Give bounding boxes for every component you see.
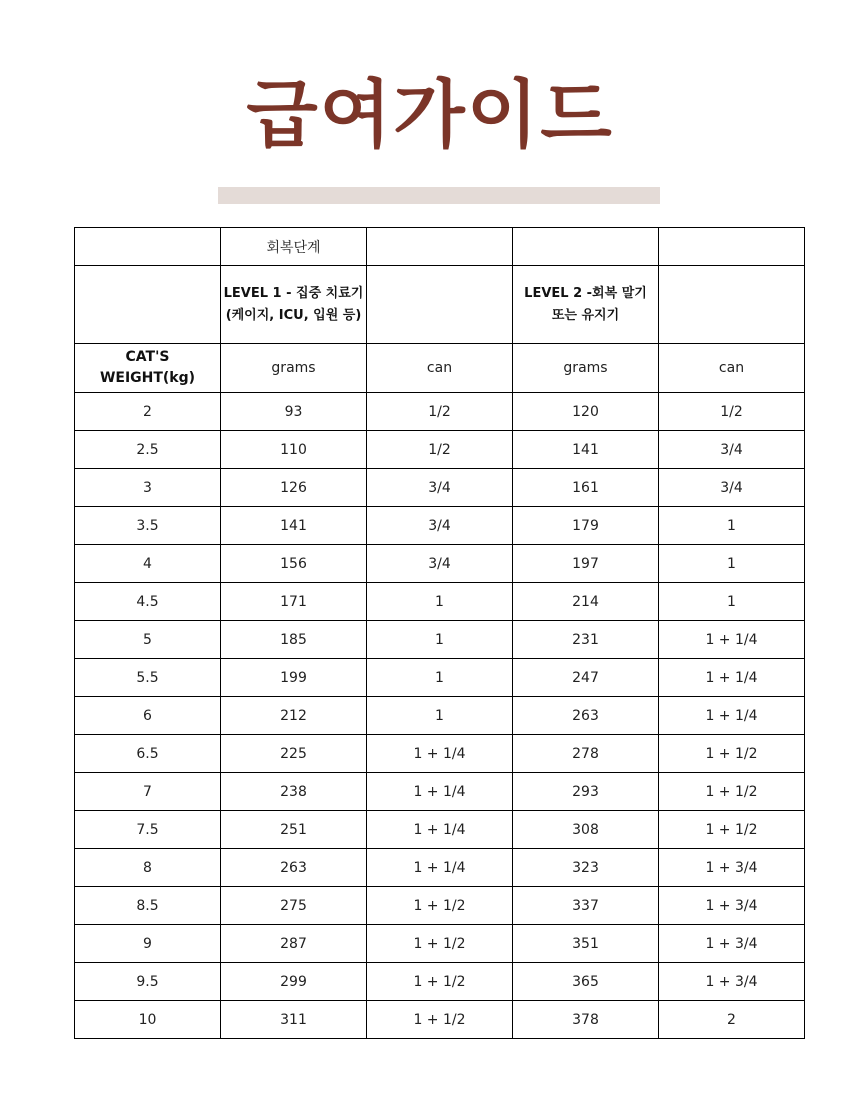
level2-can-cell: 1 + 1/4 [659, 697, 805, 735]
level1-can-cell: 1 + 1/4 [367, 811, 513, 849]
weight-cell: 2 [75, 393, 221, 431]
table-row [75, 583, 805, 621]
weight-cell: 8 [75, 849, 221, 887]
level2-line2: 또는 유지기 [551, 307, 620, 323]
level2-can-cell: 1 + 3/4 [659, 963, 805, 1001]
level1-can-cell: 1 + 1/2 [367, 1001, 513, 1039]
weight-cell: 2.5 [75, 431, 221, 469]
level2-can-cell: 3/4 [659, 431, 805, 469]
level1-can-cell: 1 + 1/4 [367, 849, 513, 887]
level1-grams-cell: 311 [221, 1001, 367, 1039]
level1-grams-cell: 141 [221, 507, 367, 545]
level2-grams-cell: 323 [513, 849, 659, 887]
level2-grams-cell: 293 [513, 773, 659, 811]
level1-can-cell: 1 + 1/4 [367, 773, 513, 811]
level2-can-cell: 1 + 3/4 [659, 849, 805, 887]
weight-cell: 8.5 [75, 887, 221, 925]
level1-grams-cell: 212 [221, 697, 367, 735]
level1-grams-cell: 287 [221, 925, 367, 963]
level2-can-cell: 1 + 3/4 [659, 925, 805, 963]
level2-grams-cell: 337 [513, 887, 659, 925]
level1-grams-cell: 93 [221, 393, 367, 431]
level2-header [513, 266, 659, 344]
level2-grams-cell: 278 [513, 735, 659, 773]
weight-cell: 5 [75, 621, 221, 659]
level1-can-cell: 1 [367, 697, 513, 735]
level2-grams-cell: 247 [513, 659, 659, 697]
level1-grams-cell: 156 [221, 545, 367, 583]
level1-can-cell: 1/2 [367, 393, 513, 431]
level2-can-header: can [659, 344, 805, 393]
level1-can-cell: 1 + 1/4 [367, 735, 513, 773]
level2-grams-cell: 197 [513, 545, 659, 583]
table-row [75, 773, 805, 811]
page-title: 급여가이드 [246, 72, 614, 158]
level1-can-cell: 1 + 1/2 [367, 925, 513, 963]
level2-can-cell: 1 [659, 545, 805, 583]
level2-can-cell: 1 + 1/2 [659, 735, 805, 773]
level2-can-cell: 1 + 1/4 [659, 621, 805, 659]
empty-header-cell [659, 266, 805, 344]
table-row [75, 659, 805, 697]
level1-header [221, 266, 367, 344]
feeding-guide-table [74, 227, 805, 1039]
level2-can-cell: 1 [659, 507, 805, 545]
level2-grams-cell: 308 [513, 811, 659, 849]
level1-grams-cell: 126 [221, 469, 367, 507]
empty-header-cell [75, 228, 221, 266]
level-header-row [75, 266, 805, 344]
level2-grams-cell: 365 [513, 963, 659, 1001]
table-row [75, 849, 805, 887]
level1-line2: (케이지, ICU, 입원 등) [225, 307, 362, 323]
empty-header-cell [659, 228, 805, 266]
table-row [75, 735, 805, 773]
weight-cell: 4.5 [75, 583, 221, 621]
level1-can-cell: 1 + 1/2 [367, 963, 513, 1001]
level2-can-cell: 1 + 3/4 [659, 887, 805, 925]
recovery-stage-header: 회복단계 [221, 228, 367, 266]
level2-grams-cell: 263 [513, 697, 659, 735]
level1-can-cell: 1 + 1/2 [367, 887, 513, 925]
table-row [75, 697, 805, 735]
level1-can-header: can [367, 344, 513, 393]
weight-cell: 9 [75, 925, 221, 963]
level1-grams-cell: 185 [221, 621, 367, 659]
level1-grams-cell: 225 [221, 735, 367, 773]
level2-can-cell: 1 [659, 583, 805, 621]
level1-grams-header: grams [221, 344, 367, 393]
weight-cell: 6 [75, 697, 221, 735]
level2-grams-cell: 141 [513, 431, 659, 469]
level1-line1: LEVEL 1 - 집중 치료기 [223, 285, 364, 301]
level1-grams-cell: 275 [221, 887, 367, 925]
cat-weight-header [75, 344, 221, 393]
weight-cell: 3.5 [75, 507, 221, 545]
table-row [75, 545, 805, 583]
unit-header-row [75, 344, 805, 393]
level1-grams-cell: 110 [221, 431, 367, 469]
level1-can-cell: 1 [367, 659, 513, 697]
table-row [75, 1001, 805, 1039]
level2-grams-cell: 120 [513, 393, 659, 431]
level2-can-cell: 1/2 [659, 393, 805, 431]
level2-grams-cell: 214 [513, 583, 659, 621]
level1-can-cell: 1 [367, 583, 513, 621]
stage-header-row [75, 228, 805, 266]
weight-cell: 3 [75, 469, 221, 507]
title-divider-bar [218, 187, 660, 204]
level1-grams-cell: 171 [221, 583, 367, 621]
weight-cell: 7 [75, 773, 221, 811]
cat-weight-line1: CAT'S [125, 349, 170, 365]
level1-grams-cell: 251 [221, 811, 367, 849]
level1-can-cell: 1/2 [367, 431, 513, 469]
cat-weight-line2: WEIGHT(kg) [99, 370, 196, 386]
level2-can-cell: 3/4 [659, 469, 805, 507]
table-row [75, 507, 805, 545]
empty-header-cell [367, 266, 513, 344]
table-row [75, 393, 805, 431]
level2-grams-header: grams [513, 344, 659, 393]
empty-header-cell [367, 228, 513, 266]
table-row [75, 621, 805, 659]
level1-grams-cell: 199 [221, 659, 367, 697]
weight-cell: 6.5 [75, 735, 221, 773]
level1-can-cell: 3/4 [367, 545, 513, 583]
level1-grams-cell: 263 [221, 849, 367, 887]
table-row [75, 887, 805, 925]
level1-grams-cell: 238 [221, 773, 367, 811]
level2-can-cell: 2 [659, 1001, 805, 1039]
weight-cell: 9.5 [75, 963, 221, 1001]
level2-can-cell: 1 + 1/4 [659, 659, 805, 697]
weight-cell: 5.5 [75, 659, 221, 697]
table-row [75, 925, 805, 963]
empty-header-cell [75, 266, 221, 344]
level2-grams-cell: 231 [513, 621, 659, 659]
level2-can-cell: 1 + 1/2 [659, 773, 805, 811]
level2-grams-cell: 161 [513, 469, 659, 507]
weight-cell: 7.5 [75, 811, 221, 849]
level1-can-cell: 3/4 [367, 469, 513, 507]
table-row [75, 963, 805, 1001]
level2-grams-cell: 378 [513, 1001, 659, 1039]
level2-line1: LEVEL 2 -회복 말기 [524, 285, 647, 301]
level2-can-cell: 1 + 1/2 [659, 811, 805, 849]
level2-grams-cell: 179 [513, 507, 659, 545]
level1-can-cell: 1 [367, 621, 513, 659]
level1-grams-cell: 299 [221, 963, 367, 1001]
table-row [75, 469, 805, 507]
empty-header-cell [513, 228, 659, 266]
table-row [75, 431, 805, 469]
level2-grams-cell: 351 [513, 925, 659, 963]
weight-cell: 10 [75, 1001, 221, 1039]
level1-can-cell: 3/4 [367, 507, 513, 545]
weight-cell: 4 [75, 545, 221, 583]
table-row [75, 811, 805, 849]
